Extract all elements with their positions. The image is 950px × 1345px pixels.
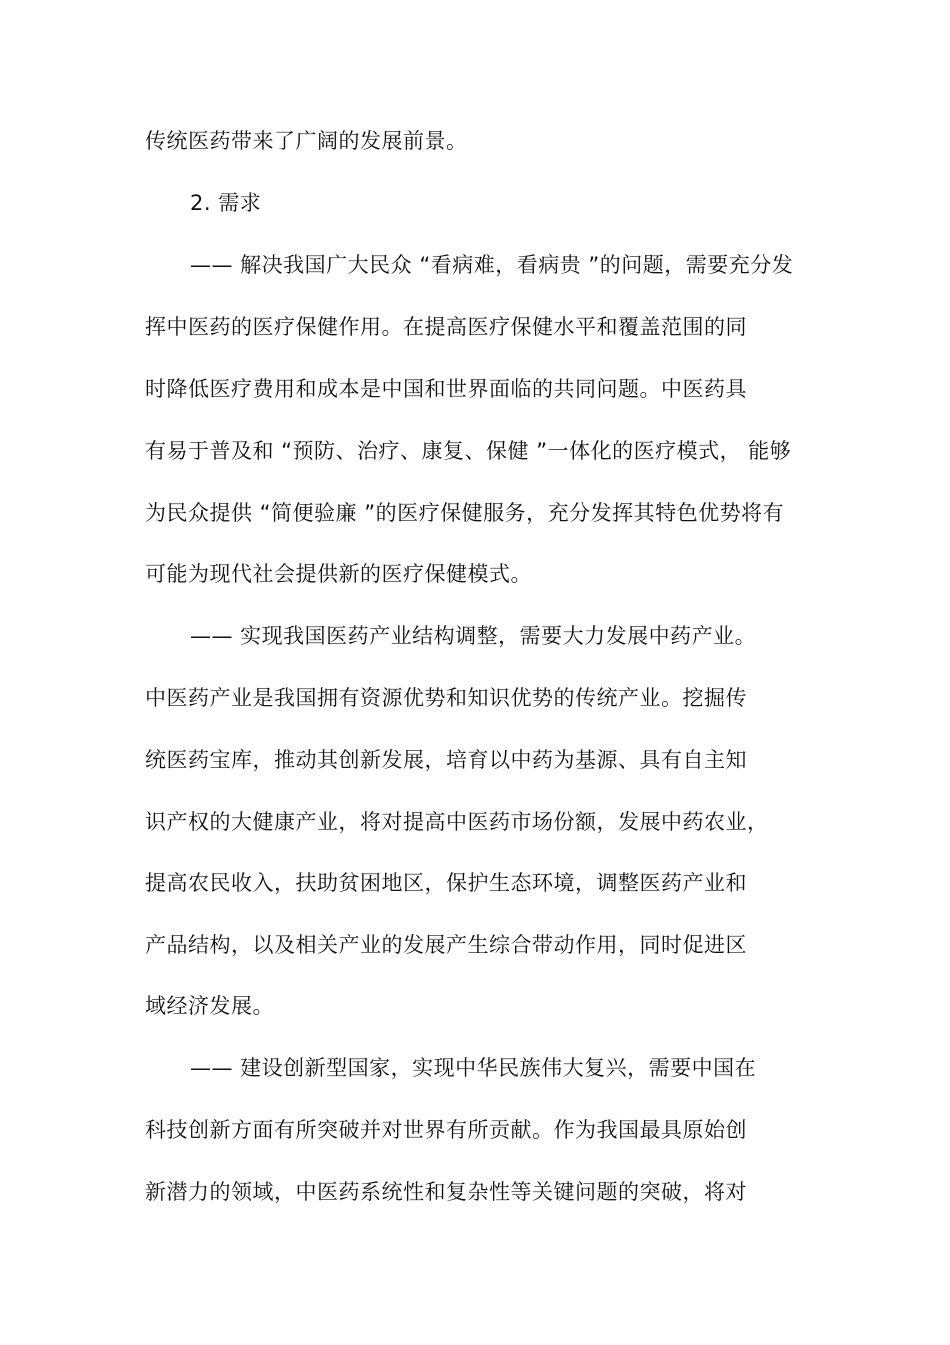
- text-line-18: 新潜力的领域，中医药系统性和复杂性等关键问题的突破，将对: [145, 1180, 747, 1204]
- text-line-11: 统医药宝库，推动其创新发展，培育以中药为基源、具有自主知: [145, 748, 747, 772]
- text-line-8: 可能为现代社会提供新的医疗保健模式。: [145, 562, 532, 586]
- section-heading: 2. 需求: [190, 191, 262, 215]
- text-line-14: 产品结构，以及相关产业的发展产生综合带动作用，同时促进区: [145, 933, 747, 957]
- text-line-15: 域经济发展。: [145, 994, 274, 1018]
- text-line-17: 科技创新方面有所突破并对世界有所贡献。作为我国最具原始创: [145, 1118, 747, 1142]
- text-line-4: 挥中医药的医疗保健作用。在提高医疗保健水平和覆盖范围的同: [145, 315, 747, 339]
- text-line-16: —— 建设创新型国家，实现中华民族伟大复兴，需要中国在: [190, 1056, 757, 1080]
- text-line-9: —— 实现我国医药产业结构调整，需要大力发展中药产业。: [190, 624, 757, 648]
- text-line-7: 为民众提供 “简便验廉 ”的医疗保健服务，充分发挥其特色优势将有: [145, 501, 785, 525]
- text-line-6: 有易于普及和 “预防、治疗、康复、保健 ”一体化的医疗模式， 能够: [145, 439, 792, 463]
- text-line-13: 提高农民收入，扶助贫困地区，保护生态环境，调整医药产业和: [145, 871, 747, 895]
- text-line-12: 识产权的大健康产业，将对提高中医药市场份额，发展中药农业，: [145, 810, 769, 834]
- text-line-10: 中医药产业是我国拥有资源优势和知识优势的传统产业。挖掘传: [145, 686, 747, 710]
- text-line-1: 传统医药带来了广阔的发展前景。: [145, 129, 468, 153]
- text-line-5: 时降低医疗费用和成本是中国和世界面临的共同问题。中医药具: [145, 377, 747, 401]
- text-line-3: —— 解决我国广大民众 “看病难，看病贵 ”的问题，需要充分发: [190, 253, 794, 277]
